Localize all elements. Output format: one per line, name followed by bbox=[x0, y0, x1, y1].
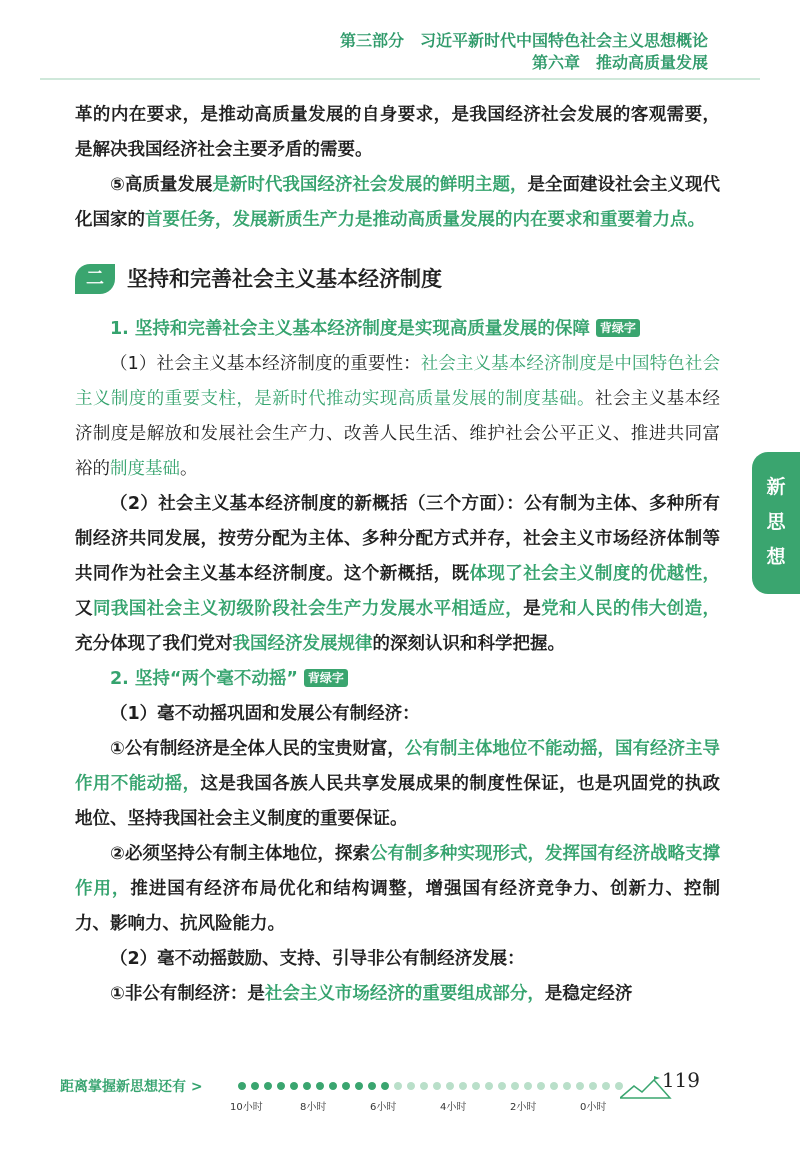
progress-dot bbox=[563, 1082, 571, 1090]
paragraph-s1-1 bbox=[75, 347, 720, 487]
paragraph-s2-3 bbox=[75, 837, 720, 942]
tick-label: 0小时 bbox=[580, 1102, 607, 1113]
text-run: 这是我国各族人民共享发展成果的制度性保证，也是巩固党的执政地位、坚持我国社会主义制度的重要保证。 bbox=[75, 774, 720, 829]
highlight-text: 社会主义基本经济制度是中国特色社会主义制度的重要支柱，是新时代推动实现高质量发展的制度基础。 bbox=[75, 354, 721, 409]
progress-dot bbox=[576, 1082, 584, 1090]
progress-dot bbox=[433, 1082, 441, 1090]
text-run: （2）社会主义基本经济制度的新概括（三个方面）：公有制为主体、多种所有制经济共同发展，按劳分配为主体、多种分配方式并存，社会主义市场经济体制等共同作为社会主义基本经济制度。这个新概括，既 bbox=[75, 494, 720, 584]
highlight-text: 党和人民的伟大创造， bbox=[541, 599, 721, 619]
paragraph-s1-2 bbox=[75, 487, 720, 662]
subsection-title: 1. 坚持和完善社会主义基本经济制度是实现高质量发展的保障 bbox=[110, 319, 590, 339]
progress-dot bbox=[329, 1082, 337, 1090]
progress-dot bbox=[368, 1082, 376, 1090]
progress-dot bbox=[537, 1082, 545, 1090]
side-tab-char: 新 bbox=[766, 476, 786, 498]
text-run: ②必须坚持公有制主体地位，探索 bbox=[110, 844, 370, 864]
progress-dot bbox=[589, 1082, 597, 1090]
tick-label: 6小时 bbox=[370, 1102, 397, 1113]
progress-dot bbox=[524, 1082, 532, 1090]
paragraph-intro-1: 革的内在要求，是推动高质量发展的自身要求，是我国经济社会发展的客观需要，是解决我国经济社会主要矛盾的需要。 bbox=[75, 105, 720, 160]
progress-dot bbox=[498, 1082, 506, 1090]
text-run: ①公有制经济是全体人民的宝贵财富， bbox=[110, 739, 405, 759]
tick-label: 2小时 bbox=[510, 1102, 537, 1113]
progress-dot bbox=[355, 1082, 363, 1090]
text-run: 是 bbox=[523, 599, 542, 619]
paragraph-s2-5 bbox=[75, 977, 720, 1012]
side-tab-char: 想 bbox=[766, 546, 786, 568]
highlight-text: 体现了社会主义制度的优越性， bbox=[469, 564, 721, 584]
paragraph-intro-2 bbox=[75, 168, 720, 238]
subsection-heading-2 bbox=[75, 662, 720, 697]
text-run: 社会主义基本经济制度是解放和发展社会生产力、改善人民生活、维护社会公平正义、推进共同富裕的 bbox=[75, 389, 721, 479]
text-run: 的深刻认识和科学把握。 bbox=[372, 634, 565, 654]
header-chapter-line bbox=[324, 52, 708, 74]
progress-dot bbox=[251, 1082, 259, 1090]
highlight-text: 公有制多种实现形式，发挥国有经济战略支撑作用， bbox=[75, 844, 721, 899]
text-run: ⑤高质量发展 bbox=[110, 175, 213, 195]
text-run: 是稳定经济 bbox=[544, 984, 633, 1004]
tick-label: 4小时 bbox=[440, 1102, 467, 1113]
side-thumb-tab bbox=[752, 452, 800, 594]
tick-label: 10小时 bbox=[230, 1102, 263, 1113]
highlight-text: 是新时代我国经济社会发展的鲜明主题， bbox=[212, 175, 528, 195]
highlight-text: 同我国社会主义初级阶段社会生产力发展水平相适应， bbox=[92, 599, 524, 619]
memorize-green-tag: 背绿字 bbox=[304, 669, 348, 687]
progress-dot bbox=[394, 1082, 402, 1090]
text-run: 是全面建设社会主义现代化国家的 bbox=[75, 175, 721, 230]
text-run: 又 bbox=[75, 599, 93, 619]
section-title: 坚持和完善社会主义基本经济制度 bbox=[127, 267, 442, 291]
text-run: 。 bbox=[180, 459, 198, 479]
paragraph-s2-2 bbox=[75, 732, 720, 837]
header-part-line bbox=[324, 30, 708, 52]
header-chapter: 第六章 bbox=[531, 53, 580, 72]
page-footer bbox=[60, 1068, 740, 1118]
tick-label: 8小时 bbox=[300, 1102, 327, 1113]
progress-dot bbox=[420, 1082, 428, 1090]
page-content bbox=[75, 98, 720, 1012]
progress-dot bbox=[485, 1082, 493, 1090]
side-tab-char: 思 bbox=[766, 511, 786, 533]
progress-dot bbox=[264, 1082, 272, 1090]
header-part: 第三部分 bbox=[339, 31, 404, 50]
text-run: ①非公有制经济：是 bbox=[110, 984, 265, 1004]
progress-label: 距离掌握新思想还有 > bbox=[60, 1079, 203, 1095]
header-chapter-title: 推动高质量发展 bbox=[595, 53, 708, 72]
memorize-green-tag: 背绿字 bbox=[596, 319, 640, 337]
subsection-title: 2. 坚持“两个毫不动摇” bbox=[110, 669, 298, 689]
header-part-title: 习近平新时代中国特色社会主义思想概论 bbox=[419, 31, 708, 50]
section-number-badge: 二 bbox=[75, 264, 115, 294]
progress-dot bbox=[459, 1082, 467, 1090]
section-heading bbox=[75, 252, 720, 312]
highlight-text: 社会主义市场经济的重要组成部分， bbox=[264, 984, 545, 1004]
progress-dot bbox=[290, 1082, 298, 1090]
progress-dot bbox=[316, 1082, 324, 1090]
progress-dot bbox=[602, 1082, 610, 1090]
progress-dot bbox=[550, 1082, 558, 1090]
progress-dot bbox=[381, 1082, 389, 1090]
progress-dot bbox=[342, 1082, 350, 1090]
highlight-text: 公有制主体地位不能动摇，国有经济主导作用不能动摇， bbox=[75, 739, 720, 794]
progress-dots bbox=[238, 1080, 668, 1092]
paragraph-s2-4: （2）毫不动摇鼓励、支持、引导非公有制经济发展： bbox=[110, 949, 525, 969]
subsection-heading-1 bbox=[75, 312, 720, 347]
running-header bbox=[324, 30, 708, 74]
progress-dot bbox=[238, 1082, 246, 1090]
progress-dot bbox=[446, 1082, 454, 1090]
highlight-text: 制度基础 bbox=[110, 459, 180, 479]
progress-dot bbox=[303, 1082, 311, 1090]
header-divider bbox=[40, 78, 760, 80]
highlight-text: 我国经济发展规律 bbox=[232, 634, 373, 654]
progress-dot bbox=[277, 1082, 285, 1090]
progress-dot bbox=[472, 1082, 480, 1090]
page-number: 119 bbox=[661, 1068, 700, 1092]
highlight-text: 首要任务，发展新质生产力是推动高质量发展的内在要求和重要着力点。 bbox=[145, 210, 705, 230]
text-run: 推进国有经济布局优化和结构调整，增强国有经济竞争力、创新力、控制力、影响力、抗风险能力。 bbox=[75, 879, 721, 934]
text-run: （1）社会主义基本经济制度的重要性： bbox=[110, 354, 421, 374]
progress-dot bbox=[407, 1082, 415, 1090]
paragraph-s2-1: （1）毫不动摇巩固和发展公有制经济： bbox=[110, 704, 420, 724]
text-run: 充分体现了我们党对 bbox=[75, 634, 233, 654]
progress-dot bbox=[511, 1082, 519, 1090]
